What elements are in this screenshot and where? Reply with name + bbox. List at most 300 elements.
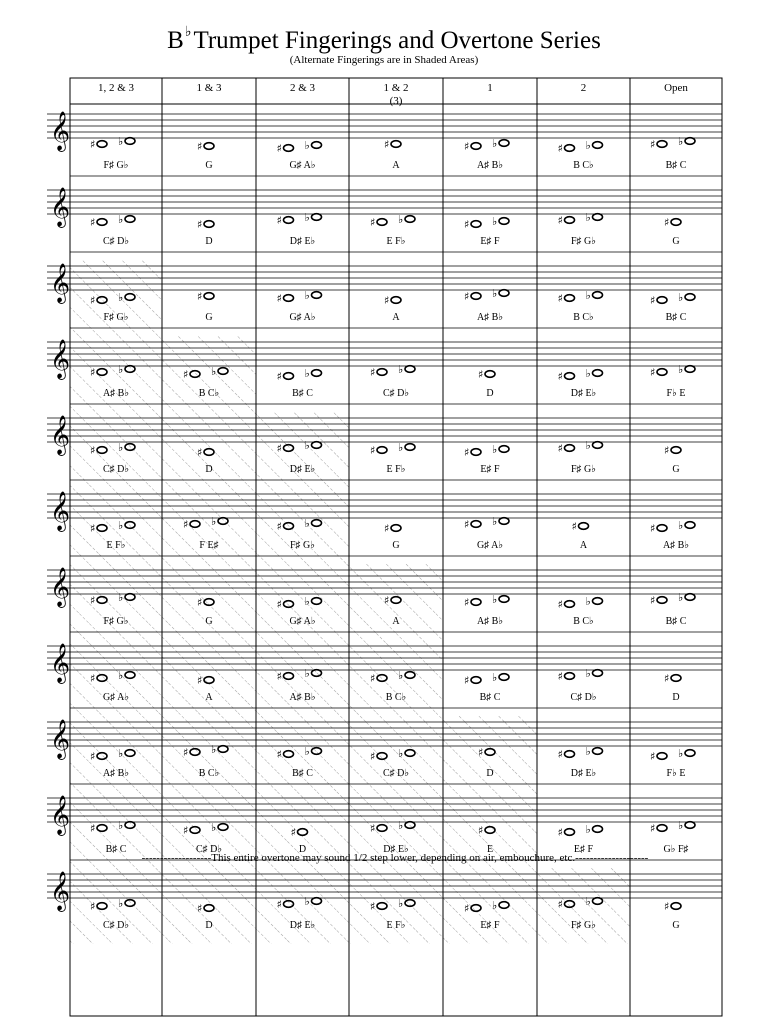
sharp-icon: ♯ (197, 140, 203, 153)
sharp-icon: ♯ (557, 292, 563, 305)
flat-icon: ♭ (585, 823, 591, 836)
note-name-label: G (205, 616, 213, 627)
flat-icon: ♭ (304, 595, 310, 608)
column-header-label: 2 (580, 82, 587, 94)
note-name-label: C♯ D♭ (570, 692, 597, 703)
flat-icon: ♭ (492, 593, 498, 606)
treble-clef-icon: 𝄞 (50, 567, 71, 607)
whole-note-icon (657, 297, 667, 304)
whole-note-icon (657, 753, 667, 760)
sharp-icon: ♯ (276, 442, 282, 455)
flat-icon: ♭ (118, 519, 124, 532)
sharp-icon: ♯ (478, 746, 484, 759)
note-name-label: A♯ B♭ (476, 616, 504, 627)
sharp-icon: ♯ (478, 368, 484, 381)
column-header-3 (256, 78, 349, 104)
note-name-label: B♯ C (479, 692, 501, 703)
sharp-icon: ♯ (384, 594, 390, 607)
sharp-icon: ♯ (90, 216, 96, 229)
sharp-icon: ♯ (276, 898, 282, 911)
whole-note-icon (125, 138, 135, 145)
whole-note-icon (671, 447, 681, 454)
note-name-label: B C♭ (573, 312, 594, 323)
column-header-label: 1 & 2 (383, 82, 409, 94)
note-name-label: F♯ G♭ (571, 236, 596, 247)
whole-note-icon (97, 141, 107, 148)
sharp-icon: ♯ (664, 216, 670, 229)
flat-icon: ♭ (304, 139, 310, 152)
note-name-label: D (205, 920, 213, 931)
note-name-label: G (672, 236, 680, 247)
flat-icon: ♭ (304, 211, 310, 224)
sharp-icon: ♯ (464, 218, 470, 231)
flat-icon: ♭ (118, 363, 124, 376)
note-name-label: B C♭ (573, 160, 594, 171)
whole-note-icon (593, 442, 603, 449)
sharp-icon: ♯ (650, 594, 656, 607)
sharp-icon: ♯ (384, 138, 390, 151)
flat-icon: ♭ (678, 519, 684, 532)
flat-icon: ♭ (492, 287, 498, 300)
sharp-icon: ♯ (276, 292, 282, 305)
whole-note-icon (284, 295, 294, 302)
whole-note-icon (565, 145, 575, 152)
flat-icon: ♭ (304, 517, 310, 530)
column-header-7 (630, 78, 722, 104)
treble-clef-icon: 𝄞 (50, 795, 71, 835)
whole-note-icon (565, 217, 575, 224)
note-name-label: C♯ D♭ (382, 388, 410, 399)
sharp-icon: ♯ (197, 902, 203, 915)
whole-note-icon (593, 670, 603, 677)
note-name-label: A (392, 160, 400, 171)
column-header-4 (349, 78, 443, 107)
flat-icon: ♭ (492, 443, 498, 456)
note-name-label: F♯ G♭ (103, 160, 129, 171)
flat-icon: ♭ (492, 137, 498, 150)
flat-icon: ♭ (118, 747, 124, 760)
sharp-icon: ♯ (276, 670, 282, 683)
whole-note-icon (671, 219, 681, 226)
flat-icon: ♭ (585, 595, 591, 608)
note-name-label: C♯ D♭ (195, 844, 223, 855)
sharp-icon: ♯ (276, 142, 282, 155)
flat-icon: ♭ (304, 289, 310, 302)
sharp-icon: ♯ (370, 672, 376, 685)
whole-note-icon (391, 525, 401, 532)
column-header-1 (70, 78, 162, 104)
flat-icon: ♭ (118, 669, 124, 682)
note-name-label: E F♭ (386, 464, 406, 475)
flat-icon: ♭ (211, 515, 217, 528)
whole-note-icon (471, 293, 481, 300)
flat-icon: ♭ (304, 367, 310, 380)
sharp-icon: ♯ (557, 670, 563, 683)
sharp-icon: ♯ (90, 294, 96, 307)
whole-note-icon (565, 673, 575, 680)
note-name-label: B C♭ (198, 388, 220, 399)
column-header-label: 2 & 3 (289, 82, 316, 94)
whole-note-icon (312, 370, 322, 377)
sharp-icon: ♯ (464, 140, 470, 153)
sharp-icon: ♯ (664, 900, 670, 913)
column-header-label: 1, 2 & 3 (97, 82, 135, 94)
whole-note-icon (204, 293, 214, 300)
whole-note-icon (565, 373, 575, 380)
sharp-icon: ♯ (464, 674, 470, 687)
whole-note-icon (657, 369, 667, 376)
sharp-icon: ♯ (90, 522, 96, 535)
flat-icon: ♭ (678, 747, 684, 760)
flat-icon: ♭ (118, 441, 124, 454)
note-name-label: A♯ B♭ (102, 388, 130, 399)
sharp-icon: ♯ (664, 444, 670, 457)
whole-note-icon (284, 217, 294, 224)
whole-note-icon (657, 525, 667, 532)
sharp-icon: ♯ (650, 750, 656, 763)
sharp-icon: ♯ (197, 674, 203, 687)
note-name-label: G (392, 540, 400, 551)
note-name-label: G (672, 920, 680, 931)
sharp-icon: ♯ (557, 142, 563, 155)
note-name-label: D (205, 236, 213, 247)
flat-icon: ♭ (304, 667, 310, 680)
whole-note-icon (657, 597, 667, 604)
flat-icon: ♭ (678, 135, 684, 148)
sharp-icon: ♯ (90, 444, 96, 457)
treble-clef-icon: 𝄞 (50, 871, 71, 911)
note-name-label: F♯ G♭ (571, 464, 596, 475)
flat-icon: ♭ (211, 821, 217, 834)
whole-note-icon (593, 292, 603, 299)
sharp-icon: ♯ (290, 826, 296, 839)
whole-note-icon (391, 141, 401, 148)
sharp-icon: ♯ (557, 442, 563, 455)
note-name-label: F♭ E (666, 388, 686, 399)
note-name-label: B♯ C (292, 388, 313, 399)
flat-icon: ♭ (398, 897, 404, 910)
sharp-icon: ♯ (478, 824, 484, 837)
note-name-label: E♯ F (480, 464, 500, 475)
flat-icon: ♭ (118, 135, 124, 148)
sharp-icon: ♯ (464, 518, 470, 531)
sharp-icon: ♯ (90, 138, 96, 151)
treble-clef-icon: 𝄞 (50, 491, 71, 531)
flat-icon: ♭ (585, 895, 591, 908)
whole-note-icon (405, 366, 415, 373)
sharp-icon: ♯ (557, 748, 563, 761)
whole-note-icon (685, 366, 695, 373)
whole-note-icon (471, 521, 481, 528)
sharp-icon: ♯ (650, 522, 656, 535)
shaded-alternate-area (70, 716, 537, 792)
sharp-icon: ♯ (557, 898, 563, 911)
note-name-label: E F♭ (106, 540, 126, 551)
flat-icon: ♭ (398, 747, 404, 760)
flat-icon: ♭ (585, 667, 591, 680)
flat-icon: ♭ (211, 365, 217, 378)
whole-note-icon (471, 677, 481, 684)
note-name-label: A♯ B♭ (102, 768, 130, 779)
note-name-label: D♯ E♭ (289, 236, 316, 247)
note-name-label: F♯ G♭ (571, 920, 596, 931)
note-name-label: G♯ A♭ (289, 616, 316, 627)
flat-icon: ♭ (398, 441, 404, 454)
note-name-label: G♯ A♭ (476, 540, 504, 551)
note-name-label: D♯ E♭ (383, 844, 409, 855)
whole-note-icon (671, 903, 681, 910)
column-header-label: 1 & 3 (196, 82, 222, 94)
flat-icon: ♭ (398, 213, 404, 226)
flat-icon: ♭ (678, 819, 684, 832)
column-header-label: Open (664, 82, 688, 94)
sharp-icon: ♯ (197, 218, 203, 231)
note-name-label: D (672, 692, 680, 703)
flat-icon: ♭ (118, 897, 124, 910)
whole-note-icon (312, 292, 322, 299)
whole-note-icon (499, 596, 509, 603)
sharp-icon: ♯ (370, 366, 376, 379)
whole-note-icon (312, 142, 322, 149)
whole-note-icon (685, 294, 695, 301)
sharp-icon: ♯ (197, 446, 203, 459)
sharp-icon: ♯ (276, 370, 282, 383)
note-name-label: C♯ D♭ (102, 464, 130, 475)
note-name-label: A♯ B♭ (476, 160, 504, 171)
whole-note-icon (284, 373, 294, 380)
note-name-label: F♯ G♭ (290, 540, 315, 551)
whole-note-icon (97, 219, 107, 226)
note-name-label: E♯ F (480, 236, 500, 247)
sharp-icon: ♯ (183, 746, 189, 759)
whole-note-icon (391, 297, 401, 304)
flat-icon: ♭ (118, 591, 124, 604)
whole-note-icon (405, 216, 415, 223)
whole-note-icon (565, 829, 575, 836)
whole-note-icon (377, 219, 387, 226)
note-name-label: B♯ C (105, 844, 127, 855)
whole-note-icon (471, 221, 481, 228)
whole-note-icon (499, 218, 509, 225)
whole-note-icon (471, 599, 481, 606)
flat-symbol: ♭ (184, 25, 192, 40)
whole-note-icon (657, 141, 667, 148)
column-header-6 (537, 78, 630, 104)
sharp-icon: ♯ (571, 520, 577, 533)
note-name-label: A (579, 540, 588, 551)
whole-note-icon (499, 446, 509, 453)
whole-note-icon (685, 750, 695, 757)
flat-icon: ♭ (585, 139, 591, 152)
whole-note-icon (377, 447, 387, 454)
column-header-sub: (3) (389, 95, 403, 107)
treble-clef-icon: 𝄞 (50, 263, 71, 303)
sharp-icon: ♯ (464, 596, 470, 609)
sharp-icon: ♯ (384, 522, 390, 535)
note-name-label: A (392, 616, 400, 627)
sharp-icon: ♯ (370, 216, 376, 229)
sharp-icon: ♯ (557, 370, 563, 383)
page-subtitle: (Alternate Fingerings are in Shaded Areas) (289, 54, 479, 66)
note-name-label: D (298, 844, 307, 855)
sharp-icon: ♯ (276, 520, 282, 533)
flat-icon: ♭ (304, 439, 310, 452)
flat-icon: ♭ (585, 439, 591, 452)
sharp-icon: ♯ (464, 902, 470, 915)
whole-note-icon (485, 371, 495, 378)
flat-icon: ♭ (211, 743, 217, 756)
whole-note-icon (565, 445, 575, 452)
sharp-icon: ♯ (370, 444, 376, 457)
note-name-label: D♯ E♭ (289, 920, 316, 931)
note-name-label: A♯ B♭ (289, 692, 316, 703)
whole-note-icon (499, 290, 509, 297)
note-name-label: C♯ D♭ (382, 768, 410, 779)
note-name-label: E F♭ (386, 920, 406, 931)
note-name-label: C♯ D♭ (102, 236, 130, 247)
whole-note-icon (204, 221, 214, 228)
note-name-label: G♭ F♯ (663, 844, 689, 855)
note-name-label: D (486, 768, 494, 779)
whole-note-icon (593, 370, 603, 377)
sharp-icon: ♯ (90, 366, 96, 379)
flat-icon: ♭ (304, 745, 310, 758)
note-name-label: E♯ F (573, 844, 594, 855)
title-text: Trumpet Fingerings and Overtone Series (193, 27, 601, 54)
sharp-icon: ♯ (557, 214, 563, 227)
whole-note-icon (405, 444, 415, 451)
sharp-icon: ♯ (370, 750, 376, 763)
flat-icon: ♭ (118, 291, 124, 304)
note-name-label: D (205, 464, 213, 475)
sharp-icon: ♯ (90, 750, 96, 763)
sharp-icon: ♯ (90, 672, 96, 685)
note-name-label: A (392, 312, 400, 323)
sharp-icon: ♯ (197, 290, 203, 303)
sharp-icon: ♯ (557, 598, 563, 611)
note-name-label: E (486, 844, 494, 855)
sharp-icon: ♯ (384, 294, 390, 307)
whole-note-icon (579, 523, 589, 530)
treble-clef-icon: 𝄞 (50, 111, 71, 151)
note-name-label: B C♭ (198, 768, 220, 779)
note-name-label: G♯ A♭ (289, 160, 316, 171)
whole-note-icon (125, 216, 135, 223)
whole-note-icon (593, 826, 603, 833)
whole-note-icon (593, 142, 603, 149)
note-name-label: B C♭ (385, 692, 407, 703)
flat-icon: ♭ (678, 291, 684, 304)
note-name-label: G♯ A♭ (289, 312, 316, 323)
whole-note-icon (471, 449, 481, 456)
flat-icon: ♭ (492, 215, 498, 228)
sharp-icon: ♯ (276, 748, 282, 761)
sharp-icon: ♯ (90, 822, 96, 835)
sharp-icon: ♯ (183, 518, 189, 531)
flat-icon: ♭ (492, 515, 498, 528)
sharp-icon: ♯ (664, 672, 670, 685)
flat-icon: ♭ (398, 669, 404, 682)
whole-note-icon (657, 825, 667, 832)
note-name-label: D♯ E♭ (570, 388, 597, 399)
note-name-label: F E♯ (199, 540, 219, 551)
flat-icon: ♭ (398, 363, 404, 376)
note-name-label: D (486, 388, 494, 399)
column-header-5 (443, 78, 537, 104)
whole-note-icon (499, 140, 509, 147)
flat-icon: ♭ (585, 211, 591, 224)
flat-icon: ♭ (678, 363, 684, 376)
sharp-icon: ♯ (464, 446, 470, 459)
column-header-label: 1 (487, 82, 493, 94)
whole-note-icon (685, 594, 695, 601)
sharp-icon: ♯ (464, 290, 470, 303)
note-name-label: B♯ C (665, 312, 687, 323)
whole-note-icon (284, 145, 294, 152)
treble-clef-icon: 𝄞 (50, 719, 71, 759)
note-name-label: F♯ G♭ (103, 616, 129, 627)
sharp-icon: ♯ (276, 598, 282, 611)
note-name-label: A♯ B♭ (476, 312, 504, 323)
treble-clef-icon: 𝄞 (50, 187, 71, 227)
whole-note-icon (499, 518, 509, 525)
sharp-icon: ♯ (557, 826, 563, 839)
whole-note-icon (671, 675, 681, 682)
whole-note-icon (685, 522, 695, 529)
whole-note-icon (565, 601, 575, 608)
treble-clef-icon: 𝄞 (50, 643, 71, 683)
note-name-label: E F♭ (386, 236, 406, 247)
sharp-icon: ♯ (197, 596, 203, 609)
flat-icon: ♭ (304, 895, 310, 908)
whole-note-icon (685, 822, 695, 829)
column-header-2 (162, 78, 256, 104)
shaded-alternate-area (70, 260, 162, 336)
sharp-icon: ♯ (650, 822, 656, 835)
whole-note-icon (204, 143, 214, 150)
whole-note-icon (685, 138, 695, 145)
note-name-label: G♯ A♭ (102, 692, 130, 703)
whole-note-icon (312, 214, 322, 221)
whole-note-icon (593, 748, 603, 755)
sharp-icon: ♯ (650, 294, 656, 307)
whole-note-icon (499, 674, 509, 681)
note-name-label: D♯ E♭ (289, 464, 316, 475)
whole-note-icon (565, 295, 575, 302)
note-name-label: B♯ C (665, 160, 687, 171)
sharp-icon: ♯ (276, 214, 282, 227)
sharp-icon: ♯ (370, 900, 376, 913)
note-name-label: F♯ G♭ (103, 312, 129, 323)
whole-note-icon (377, 369, 387, 376)
note-name-label: A♯ B♭ (662, 540, 690, 551)
whole-note-icon (593, 214, 603, 221)
whole-note-icon (593, 598, 603, 605)
whole-note-icon (471, 143, 481, 150)
sharp-icon: ♯ (90, 594, 96, 607)
flat-icon: ♭ (118, 213, 124, 226)
note-name-label: G (672, 464, 680, 475)
note-name-label: B C♭ (573, 616, 594, 627)
sharp-icon: ♯ (183, 368, 189, 381)
note-name-label: A (205, 692, 213, 703)
note-name-label: G (205, 160, 213, 171)
flat-icon: ♭ (398, 819, 404, 832)
treble-clef-icon: 𝄞 (50, 415, 71, 455)
flat-icon: ♭ (585, 367, 591, 380)
note-name-label: G (205, 312, 213, 323)
flat-icon: ♭ (585, 745, 591, 758)
